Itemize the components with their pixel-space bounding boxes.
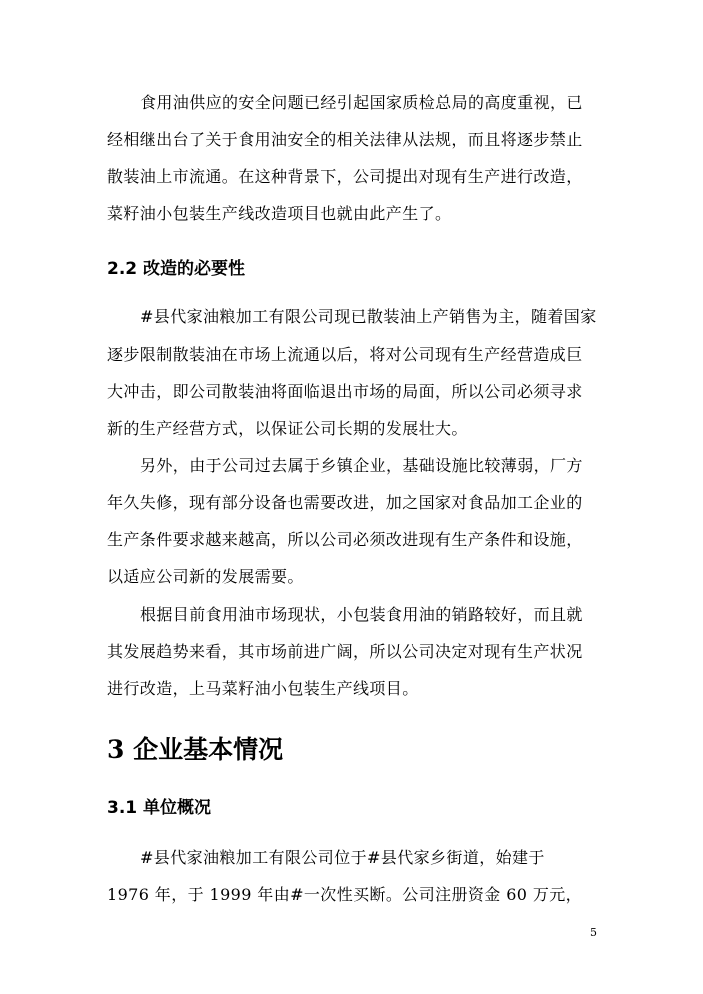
section-heading-3: 3 企业基本情况 xyxy=(107,735,284,764)
page-number: 5 xyxy=(590,926,597,939)
paragraph-line: #县代家油粮加工有限公司现已散装油上产销售为主，随着国家 xyxy=(140,307,597,326)
paragraph-line: 另外，由于公司过去属于乡镇企业，基础设施比较薄弱，厂方 xyxy=(140,456,583,475)
paragraph-line: 年久失修，现有部分设备也需要改进，加之国家对食品加工企业的 xyxy=(107,493,583,512)
paragraph-line: 以适应公司新的发展需要。 xyxy=(107,567,304,586)
paragraph-line: 散装油上市流通。在这种背景下，公司提出对现有生产进行改造， xyxy=(107,167,583,186)
paragraph-line: 进行改造，上马菜籽油小包装生产线项目。 xyxy=(107,679,419,698)
paragraph-line: #县代家油粮加工有限公司位于#县代家乡街道，始建于 xyxy=(140,848,545,867)
paragraph-line: 食用油供应的安全问题已经引起国家质检总局的高度重视，已 xyxy=(140,93,583,112)
paragraph-line: 其发展趋势来看，其市场前进广阔，所以公司决定对现有生产状况 xyxy=(107,642,583,661)
paragraph-line: 新的生产经营方式，以保证公司长期的发展壮大。 xyxy=(107,419,468,438)
section-heading-3-1: 3.1 单位概况 xyxy=(107,798,212,818)
section-heading-2-2: 2.2 改造的必要性 xyxy=(107,259,246,279)
paragraph-line: 1976 年，于 1999 年由#一次性买断。公司注册资金 60 万元， xyxy=(107,885,583,904)
paragraph-line: 菜籽油小包装生产线改造项目也就由此产生了。 xyxy=(107,204,452,223)
paragraph-line: 大冲击，即公司散装油将面临退出市场的局面，所以公司必须寻求 xyxy=(107,382,583,401)
paragraph-line: 经相继出台了关于食用油安全的相关法律从法规，而且将逐步禁止 xyxy=(107,130,583,149)
paragraph-line: 根据目前食用油市场现状，小包装食用油的销路较好，而且就 xyxy=(140,605,583,624)
paragraph-line: 生产条件要求越来越高，所以公司必须改进现有生产条件和设施， xyxy=(107,530,583,549)
paragraph-line: 逐步限制散装油在市场上流通以后，将对公司现有生产经营造成巨 xyxy=(107,345,583,364)
